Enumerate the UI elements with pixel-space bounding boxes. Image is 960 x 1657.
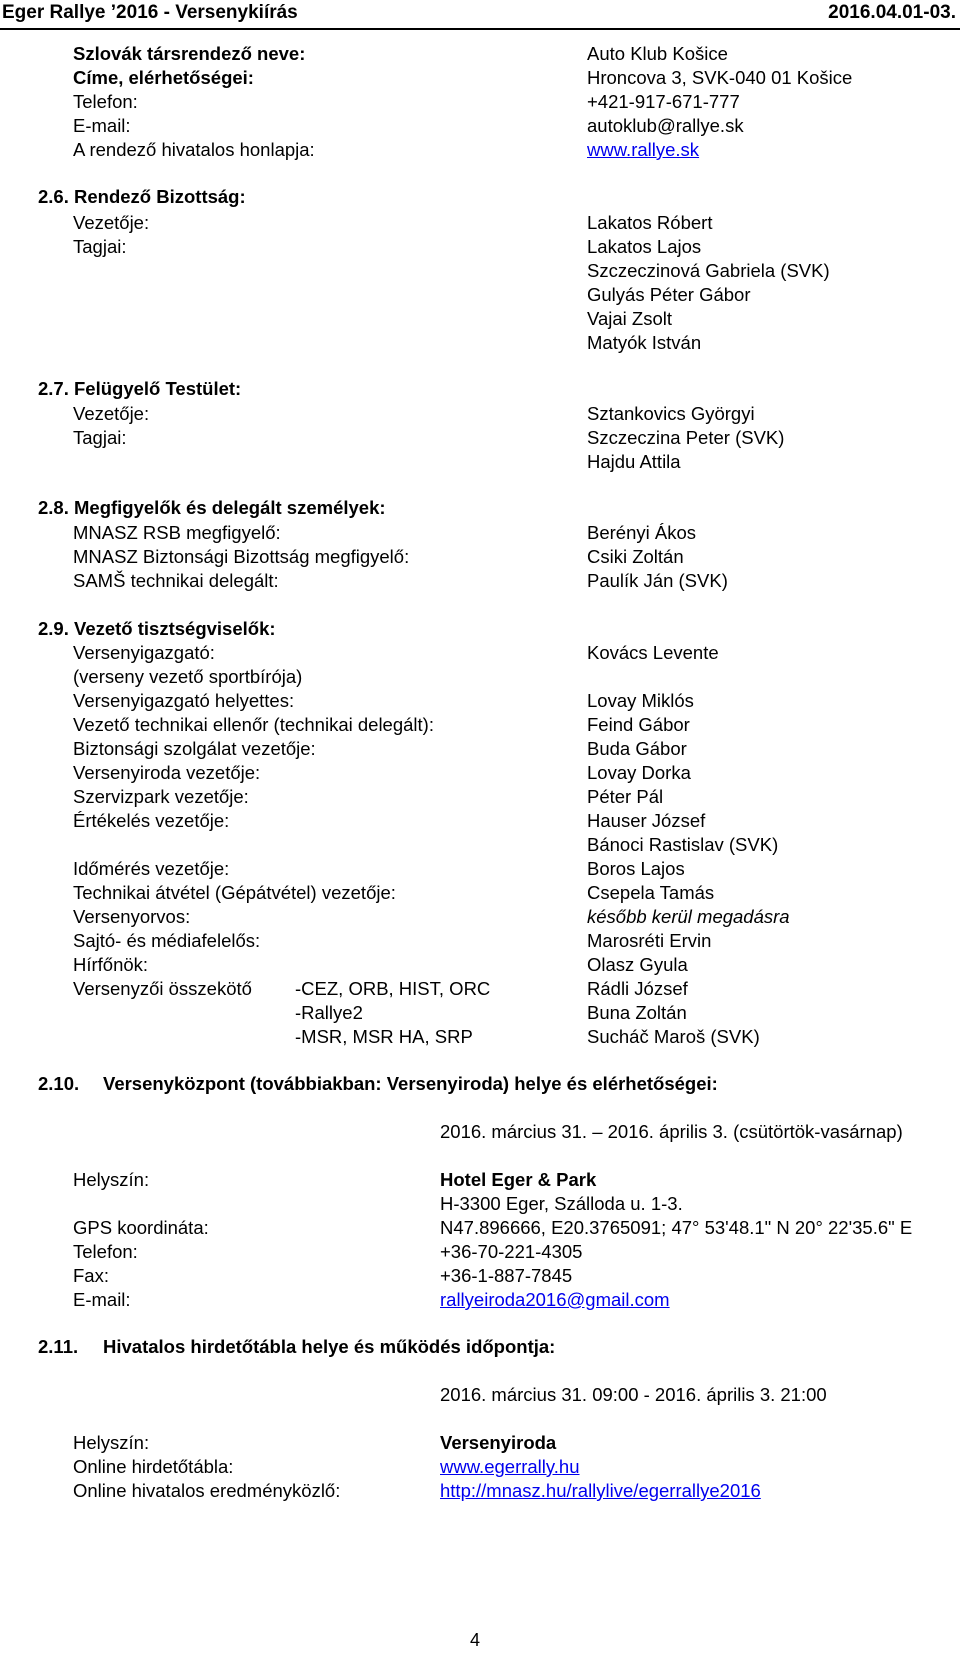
s210-period: 2016. március 31. – 2016. április 3. (csütörtök-vasárnap)	[440, 1121, 903, 1142]
s29-label: Versenyigazgató helyettes:	[73, 690, 295, 711]
s28-row-value: Csiki Zoltán	[587, 546, 684, 567]
s26-head-label: Vezetője:	[73, 212, 150, 233]
org-name-label: Szlovák társrendező neve:	[73, 43, 306, 64]
s26-member: Gulyás Péter Gábor	[587, 284, 751, 305]
s26-member: Vajai Zsolt	[587, 308, 672, 329]
s28-row-value: Berényi Ákos	[587, 522, 696, 543]
s28-row-label: MNASZ RSB megfigyelő:	[73, 522, 281, 543]
section-2-10-number: 2.10.	[38, 1073, 80, 1094]
s210-place-value: Hotel Eger & Park	[440, 1169, 597, 1190]
s29-label: Versenyzői összekötő	[73, 978, 252, 999]
s211-place-value: Versenyiroda	[440, 1432, 557, 1453]
page-number: 4	[470, 1630, 481, 1650]
s26-member: Szczeczinová Gabriela (SVK)	[587, 260, 830, 281]
s29-value: Buna Zoltán	[587, 1002, 687, 1023]
header-date: 2016.04.01-03.	[828, 2, 956, 23]
s28-row-value: Paulík Ján (SVK)	[587, 570, 728, 591]
s29-label: Szervizpark vezetője:	[73, 786, 249, 807]
s29-value: Hauser József	[587, 810, 706, 831]
s210-phone-value: +36-70-221-4305	[440, 1241, 583, 1262]
s29-value: Péter Pál	[587, 786, 664, 807]
header-rule	[0, 28, 960, 30]
s29-liaison-class: -CEZ, ORB, HIST, ORC	[295, 978, 491, 999]
s29-value: Boros Lajos	[587, 858, 685, 879]
s29-value: Buda Gábor	[587, 738, 687, 759]
s210-email-label: E-mail:	[73, 1289, 131, 1310]
org-web-link[interactable]: www.rallye.sk	[587, 139, 700, 160]
s27-member: Hajdu Attila	[587, 451, 681, 472]
s29-value: Marosréti Ervin	[587, 930, 712, 951]
section-2-7-title: 2.7. Felügyelő Testület:	[38, 378, 242, 399]
org-email-label: E-mail:	[73, 115, 131, 136]
s29-label: (verseny vezető sportbírója)	[73, 666, 303, 687]
org-address-label: Címe, elérhetőségei:	[73, 67, 254, 88]
s210-fax-value: +36-1-887-7845	[440, 1265, 573, 1286]
s29-label: Hírfőnök:	[73, 954, 149, 975]
s210-place-label: Helyszín:	[73, 1169, 150, 1190]
s26-member: Lakatos Lajos	[587, 236, 702, 257]
s211-results-link[interactable]: http://mnasz.hu/rallylive/egerrallye2016	[440, 1480, 761, 1501]
s210-address: H-3300 Eger, Szálloda u. 1-3.	[440, 1193, 683, 1214]
org-phone-label: Telefon:	[73, 91, 138, 112]
s210-email-link[interactable]: rallyeiroda2016@gmail.com	[440, 1289, 670, 1310]
section-2-8-title: 2.8. Megfigyelők és delegált személyek:	[38, 497, 386, 518]
s29-label: Biztonsági szolgálat vezetője:	[73, 738, 316, 759]
section-2-9-title: 2.9. Vezető tisztségviselők:	[38, 618, 276, 639]
s29-value: Bánoci Rastislav (SVK)	[587, 834, 779, 855]
s29-label: Versenyiroda vezetője:	[73, 762, 261, 783]
org-address-value: Hroncova 3, SVK-040 01 Košice	[587, 67, 853, 88]
section-2-11-title: Hivatalos hirdetőtábla helye és működés időpontja:	[103, 1336, 556, 1357]
s29-label: Versenyorvos:	[73, 906, 191, 927]
s211-results-label: Online hivatalos eredményközlő:	[73, 1480, 341, 1501]
s29-value: Sucháč Maroš (SVK)	[587, 1026, 760, 1047]
s29-label: Technikai átvétel (Gépátvétel) vezetője:	[73, 882, 396, 903]
s29-value: Olasz Gyula	[587, 954, 688, 975]
section-2-10-title: Versenyközpont (továbbiakban: Versenyiroda) helye és elérhetőségei:	[103, 1073, 718, 1094]
s29-value: Lovay Dorka	[587, 762, 691, 783]
s27-member: Szczeczina Peter (SVK)	[587, 427, 785, 448]
s211-board-label: Online hirdetőtábla:	[73, 1456, 234, 1477]
org-phone-value: +421-917-671-777	[587, 91, 740, 112]
s29-label: Versenyigazgató:	[73, 642, 215, 663]
s29-label: Értékelés vezetője:	[73, 810, 230, 831]
s211-period: 2016. március 31. 09:00 - 2016. április 3. 21:00	[440, 1384, 827, 1405]
s29-liaison-class: -MSR, MSR HA, SRP	[295, 1026, 473, 1047]
section-2-11-number: 2.11.	[38, 1336, 79, 1357]
s28-row-label: MNASZ Biztonsági Bizottság megfigyelő:	[73, 546, 410, 567]
s29-value: Rádli József	[587, 978, 688, 999]
s27-head-label: Vezetője:	[73, 403, 150, 424]
s29-value-pending: később kerül megadásra	[587, 906, 790, 927]
page-header	[0, 0, 960, 30]
s28-row-label: SAMŠ technikai delegált:	[73, 570, 279, 591]
s29-value: Csepela Tamás	[587, 882, 715, 903]
org-web-label: A rendező hivatalos honlapja:	[73, 139, 315, 160]
s27-head-value: Sztankovics Györgyi	[587, 403, 755, 424]
s26-members-label: Tagjai:	[73, 236, 127, 257]
s29-value: Lovay Miklós	[587, 690, 694, 711]
s29-label: Vezető technikai ellenőr (technikai delegált):	[73, 714, 434, 735]
s26-member: Matyók István	[587, 332, 702, 353]
s29-value: Kovács Levente	[587, 642, 719, 663]
s26-head-value: Lakatos Róbert	[587, 212, 713, 233]
section-2-6-title: 2.6. Rendező Bizottság:	[38, 186, 246, 207]
s211-board-link[interactable]: www.egerrally.hu	[440, 1456, 580, 1477]
s210-gps-label: GPS koordináta:	[73, 1217, 209, 1238]
s211-place-label: Helyszín:	[73, 1432, 150, 1453]
s210-fax-label: Fax:	[73, 1265, 109, 1286]
s29-value: Feind Gábor	[587, 714, 690, 735]
s29-label: Időmérés vezetője:	[73, 858, 230, 879]
org-name-value: Auto Klub Košice	[587, 43, 728, 64]
s29-label: Sajtó- és médiafelelős:	[73, 930, 261, 951]
s29-liaison-class: -Rallye2	[295, 1002, 363, 1023]
s210-gps-value: N47.896666, E20.3765091; 47° 53'48.1" N 20° 22'35.6" E	[440, 1217, 913, 1238]
header-title: Eger Rallye ’2016 - Versenykiírás	[2, 2, 298, 23]
org-email-value: autoklub@rallye.sk	[587, 115, 744, 136]
s210-phone-label: Telefon:	[73, 1241, 138, 1262]
s27-members-label: Tagjai:	[73, 427, 127, 448]
